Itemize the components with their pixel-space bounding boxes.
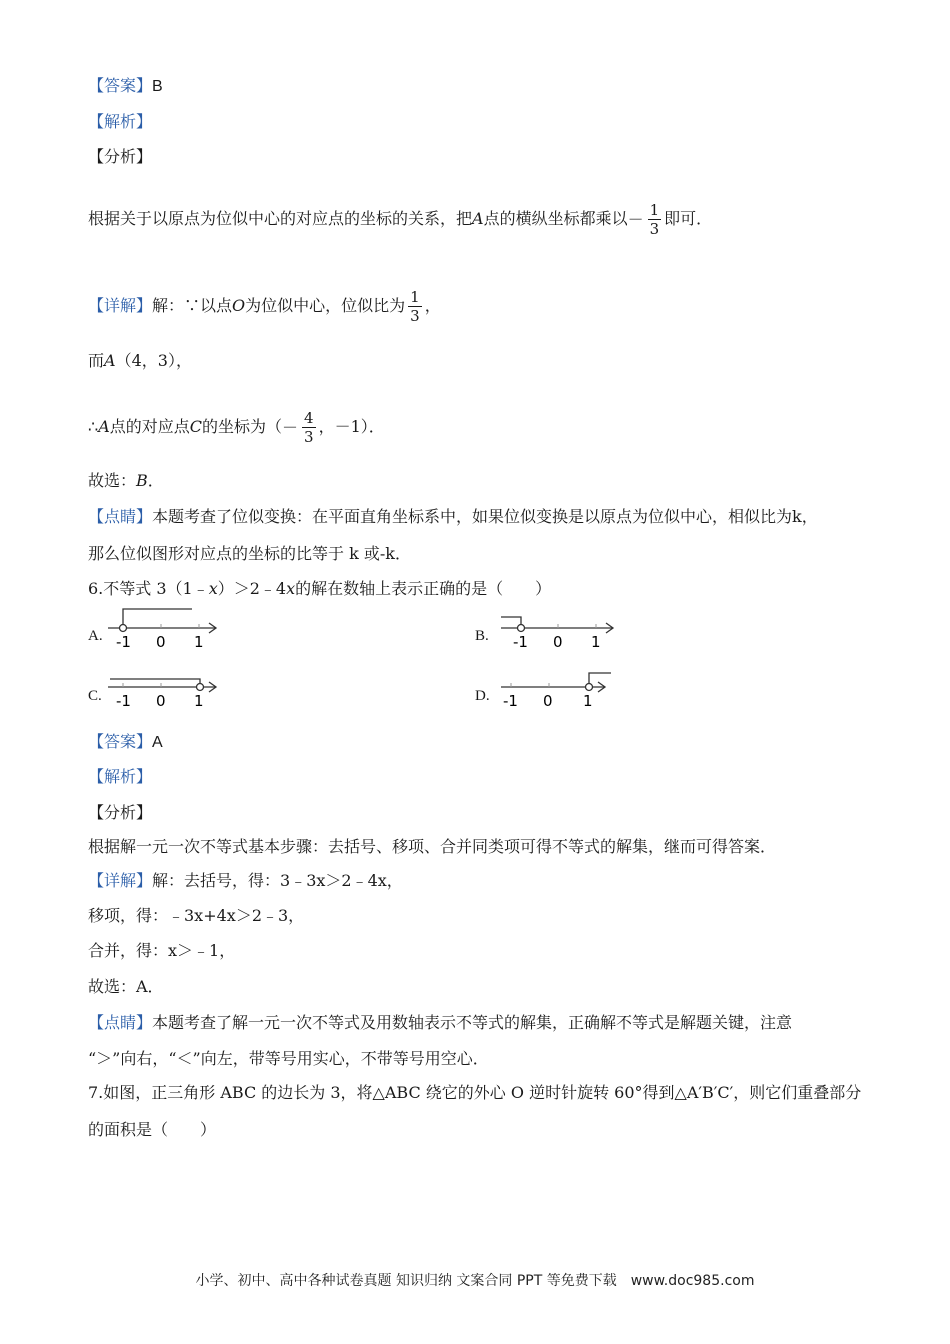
answer-tag: 【答案】 [88, 76, 153, 95]
svg-text:1: 1 [583, 692, 593, 710]
fraction: $\frac{1}{3}$ [410, 288, 420, 325]
svg-text:-1: -1 [513, 633, 528, 651]
q5-dianjing-2: 那么位似图形对应点的坐标的比等于 k 或-k． [88, 544, 411, 563]
fenxi-tag: 【分析】 [88, 803, 153, 822]
q5-dianjing: 【点睛】本题考查了位似变换：在平面直角坐标系中，如果位似变换是以原点为位似中心，相似比为k， [88, 507, 818, 526]
option-a-number-line[interactable] [108, 605, 228, 651]
fraction: $\frac{4}{3}$ [304, 409, 314, 446]
svg-text:-1: -1 [503, 692, 518, 710]
fraction: $\frac{1}{3}$ [649, 201, 660, 238]
q7-stem: 7.如图，正三角形 ABC 的边长为 3，将△ABC 绕它的外心 O 逆时针旋转 60°得到△A′B′C′，则它们重叠部分 [88, 1083, 862, 1102]
answer-value: B [152, 78, 163, 95]
q6-answer-line: 【答案】A [88, 732, 163, 751]
option-a-label[interactable]: A. [88, 628, 103, 644]
q6-stem: 6.不等式 3（1﹣x）＞2﹣4x的解在数轴上表示正确的是（ ） [88, 579, 552, 598]
option-d-label[interactable]: D. [475, 688, 490, 704]
q5-analysis: 根据关于以原点为位似中心的对应点的坐标的关系，把A点的横纵坐标都乘以－ $\frac{1}{3}$ 即可． [88, 201, 713, 238]
svg-text:0: 0 [553, 633, 563, 651]
q6-analysis: 根据解一元一次不等式基本步骤：去括号、移项、合并同类项可得不等式的解集，继而可得答案． [88, 837, 777, 856]
svg-text:0: 0 [156, 692, 166, 710]
jiexi-tag: 【解析】 [88, 767, 153, 786]
option-c-label[interactable]: C. [88, 688, 102, 704]
fenxi-tag: 【分析】 [88, 147, 153, 166]
q5-answer-line [88, 75, 163, 98]
svg-text:0: 0 [156, 633, 166, 651]
q6-dianjing: 【点睛】本题考查了解一元一次不等式及用数轴表示不等式的解集，正确解不等式是解题关键，注意 [88, 1013, 793, 1032]
svg-text:1: 1 [591, 633, 601, 651]
q6-dianjing-2: “＞”向右，“＜”向左，带等号用实心，不带等号用空心． [88, 1049, 489, 1068]
svg-text:0: 0 [543, 692, 553, 710]
q5-choose: 故选：B． [88, 471, 164, 490]
q6-step2: 移项，得：﹣3x+4x＞2﹣3， [88, 906, 305, 925]
page-footer: 小学、初中、高中各种试卷真题 知识归纳 文案合同 PPT 等免费下载 www.doc985.com [195, 1273, 755, 1289]
q6-step3: 合并，得：x＞﹣1， [88, 941, 236, 960]
svg-text:1: 1 [194, 633, 204, 651]
svg-text:1: 1 [194, 692, 204, 710]
option-c-number-line[interactable] [108, 665, 228, 711]
q6-choose: 故选：A． [88, 977, 164, 996]
jiexi-tag: 【解析】 [88, 112, 153, 131]
q5-line2: 而A（4，3）， [88, 351, 192, 370]
q6-detail: 【详解】解：去括号，得：3﹣3x＞2﹣4x， [88, 871, 403, 890]
q5-detail: 【详解】解：∵以点O为位似中心，位似比为 $\frac{1}{3}$ ， [88, 288, 441, 325]
q5-line3: ∴A点的对应点C的坐标为（－ $\frac{4}{3}$ ，－1）． [88, 409, 385, 446]
q7-stem-2: 的面积是（ ） [88, 1120, 217, 1139]
svg-text:-1: -1 [116, 692, 131, 710]
option-b-number-line[interactable] [497, 605, 622, 651]
svg-text:-1: -1 [116, 633, 131, 651]
option-b-label[interactable]: B. [475, 628, 489, 644]
option-d-number-line[interactable] [497, 665, 622, 711]
